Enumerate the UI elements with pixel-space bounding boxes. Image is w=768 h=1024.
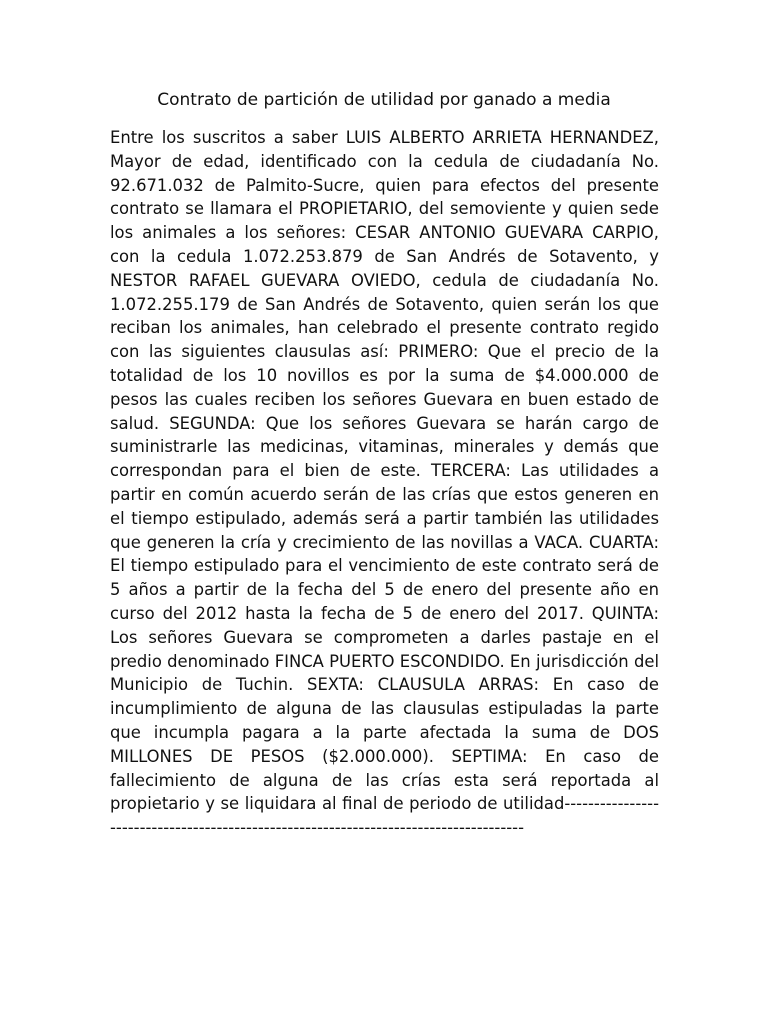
document-title: Contrato de partición de utilidad por ganado a media xyxy=(157,90,611,110)
contract-body-paragraph: Entre los suscritos a saber LUIS ALBERTO ARRIETA HERNANDEZ, Mayor de edad, identificado con la cedula de ciudadanía No. 92.671.032 de Palmito-Sucre, quien para efectos del presente contrato se llamara el PROPIETARIO, del semoviente y quien sede los animales a los señores: CESAR ANTONIO GUEVARA CARPIO, con la cedula 1.072.253.879 de San Andrés de Sotavento, y NESTOR RAFAEL GUEVARA OVIEDO, cedula de ciudadanía No. 1.072.255.179 de San Andrés de Sotavento, quien serán los que reciban los animales, han celebrado el presente contrato regido con las siguientes clausulas así: PRIMERO: Que el precio de la totalidad de los 10 novillos es por la suma de $4.000.000 de pesos las cuales reciben los señores Guevara en buen estado de salud. SEGUNDA: Que los señores Guevara se harán cargo de suministrarle las medicinas, vitaminas, minerales y demás que correspondan para el bien de este. TERCERA: Las utilidades a partir en común acuerdo serán de las crías que estos generen en el tiempo estipulado, además será a partir también las utilidades que generen la cría y crecimiento de las novillas a VACA. CUARTA: El tiempo estipulado para el vencimiento de este contrato será de 5 años a partir de la fecha del 5 de enero del presente año en curso del 2012 hasta la fecha de 5 de enero del 2017. QUINTA: Los señores Guevara se comprometen a darles pastaje en el predio denominado FINCA PUERTO ESCONDIDO. En jurisdicción del Municipio de Tuchin. SEXTA: CLAUSULA ARRAS: En caso de incumplimiento de alguna de las clausulas estipuladas la parte que incumpla pagara a la parte afectada la suma de DOS MILLONES DE PESOS ($2.000.000). SEPTIMA: En caso de fallecimiento de alguna de las crías esta será reportada al propietario y se liquidara al final de periodo de utilidad-------------------------------------------------------------------------------------- xyxy=(110,128,659,838)
